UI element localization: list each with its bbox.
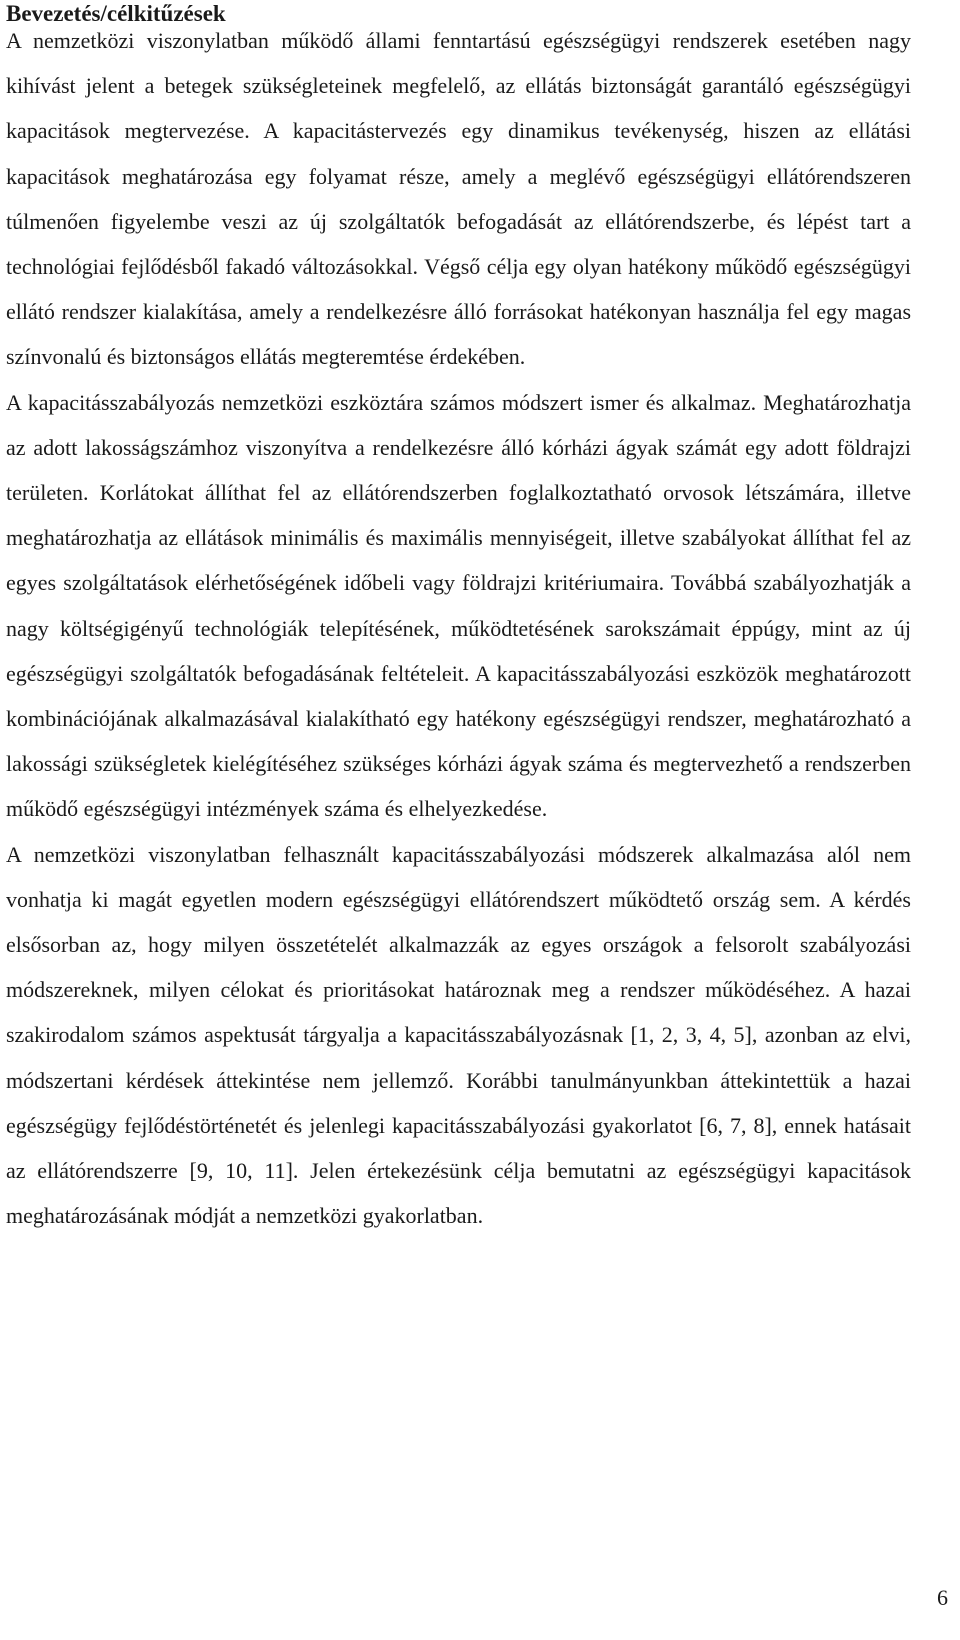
paragraph-1: A nemzetközi viszonylatban működő állami fenntartású egészségügyi rendszerek esetében nagy kihívást jelent a betegek szükségleteinek megfelelő, az ellátás biztonságát garantáló egészségügyi kapacitások megtervezése. A kapacitástervezés egy dinamikus tevékenység, hiszen az ellátási kapacitások meghatározása egy folyamat része, amely a meglévő egészségügyi ellátórendszeren túlmenően figyelembe veszi az új szolgáltatók befogadását az ellátórendszerbe, és lépést tart a technológiai fejlődésből fakadó változásokkal. Végső célja egy olyan hatékony működő egészségügyi ellátó rendszer kialakítása, amely a rendelkezésre álló forrásokat hatékonyan használja fel egy magas színvonalú és biztonságos ellátás megteremtése érdekében. — [6, 28, 911, 370]
paragraph-2: A kapacitásszabályozás nemzetközi eszköztára számos módszert ismer és alkalmaz. Meghatározhatja az adott lakosságszámhoz viszonyítva a rendelkezésre álló kórházi ágyak számát egy adott földrajzi területen. Korlátokat állíthat fel az ellátórendszerben foglalkoztatható orvosok létszámára, illetve meghatározhatja az ellátások minimális és maximális mennyiségeit, illetve szabályokat állíthat fel az egyes szolgáltatások elérhetőségének időbeli vagy földrajzi kritériumaira. Továbbá szabályozhatják a nagy költségigényű technológiák telepítésének, működtetésének sarokszámait éppúgy, mint az új egészségügyi szolgáltatók befogadásának feltételeit. A kapacitásszabályozási eszközök meghatározott kombinációjának alkalmazásával kialakítható egy hatékony egészségügyi rendszer, meghatározható a lakossági szükségletek kielégítéséhez szükséges kórházi ágyak száma és megtervezhető a rendszerben működő egészségügyi intézmények száma és elhelyezkedése. — [6, 389, 911, 822]
body-text — [6, 18, 911, 1238]
paragraph-3: A nemzetközi viszonylatban felhasznált kapacitásszabályozási módszerek alkalmazása alól nem vonhatja ki magát egyetlen modern egészségügyi ellátórendszert működtető ország sem. A kérdés elsősorban az, hogy milyen összetételét alkalmazzák az egyes országok a felsorolt szabályozási módszereknek, milyen célokat és prioritásokat határoznak meg a rendszer működéséhez. A hazai szakirodalom számos aspektusát tárgyalja a kapacitásszabályozásnak [1, 2, 3, 4, 5], azonban az elvi, módszertani kérdések áttekintése nem jellemző. Korábbi tanulmányunkban áttekintettük a hazai egészségügy fejlődéstörténetét és jelenlegi kapacitásszabályozási gyakorlatot [6, 7, 8], ennek hatásait az ellátórendszerre [9, 10, 11]. Jelen értekezésünk célja bemutatni az egészségügyi kapacitások meghatározásának módját a nemzetközi gyakorlatban. — [6, 841, 911, 1229]
section-heading: Bevezetés/célkitűzések — [6, 1, 226, 26]
page-number: 6 — [937, 1585, 948, 1610]
